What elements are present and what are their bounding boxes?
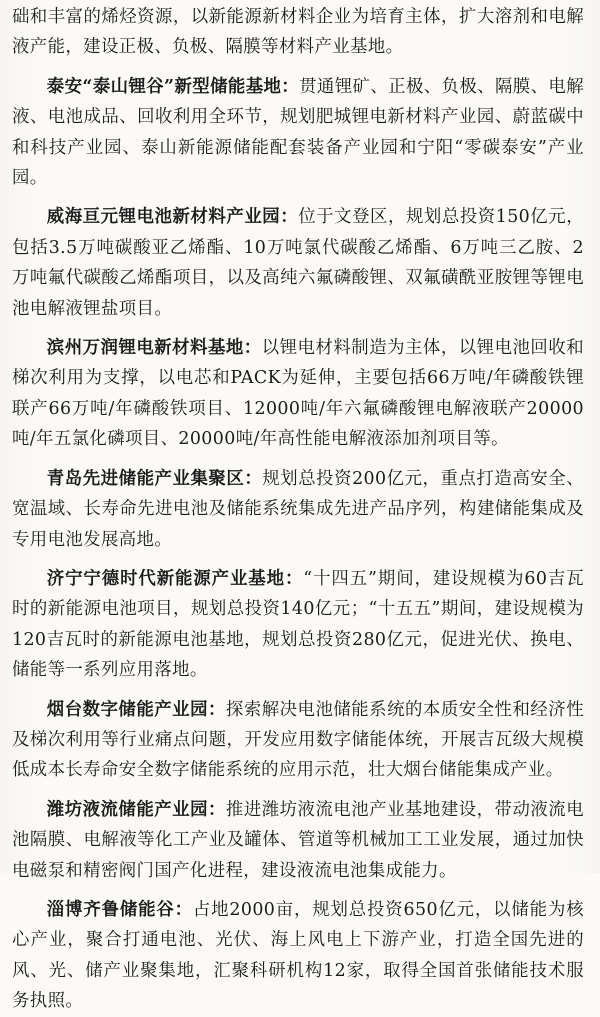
entry-title: 威海亘元锂电池新材料产业园： <box>46 207 299 228</box>
entry-body: “十四五”期间，建设规模为60吉瓦时的新能源电池项目，规划总投资140亿元；“十五五”期间，建设规模为120吉瓦时的新能源电池基地，规划总投资280亿元，促进光伏、换电、储能等一系列应用落地。 <box>12 568 584 681</box>
entry-body: 以锂电材料制造为主体，以锂电池回收和梯次利用为支撑，以电芯和PACK为延伸，主要包括66万吨/年磷酸铁锂联产66万吨/年磷酸铁项目、12000吨/年六氟磷酸锂电解液联产20000吨/年五氯化磷项目、20000吨/年高性能电解液添加剂项目等。 <box>12 338 585 450</box>
entry-title: 青岛先进储能产业集聚区： <box>46 468 263 489</box>
entry-body: 探索解决电池储能系统的本质安全性和经济性及梯次利用等行业痛点问题，开发应用数字储能体统，开展吉瓦级大规模低成本长寿命安全数字储能系统的应用示范，壮大烟台储能集成产业。 <box>12 699 584 781</box>
paragraph-gap <box>12 193 584 202</box>
entry-body: 推进潍坊液流电池产业基地建设，带动液流电池隔膜、电解液等化工产业及罐体、管道等机械加工工业发展，通过加快电磁泵和精密阀门国产化进程，建设液流电池集成能力。 <box>12 799 584 881</box>
paragraph-gap <box>12 886 584 895</box>
paragraph-zibo <box>12 895 584 1017</box>
paragraph-gap <box>12 63 584 72</box>
paragraph-weihai <box>12 202 584 324</box>
entry-title: 烟台数字储能产业园： <box>46 699 226 720</box>
entry-title: 泰安“泰山锂谷”新型储能基地： <box>46 76 300 97</box>
paragraph-weifang <box>12 795 584 886</box>
entry-title: 济宁宁德时代新能源产业基地： <box>46 568 304 589</box>
paragraph-gap <box>12 786 584 795</box>
entry-body: 位于文登区，规划总投资150亿元，包括3.5万吨碳酸亚乙烯酯、10万吨氯代碳酸乙烯酯、6万吨三乙胺、2万吨氟代碳酸乙烯酯项目，以及高纯六氟磷酸锂、双氟磺酰亚胺锂等锂电池电解液锂盐项目。 <box>12 207 584 319</box>
paragraph-continued <box>12 2 584 63</box>
paragraph-taian <box>12 72 584 194</box>
entry-body: 规划总投资200亿元，重点打造高安全、宽温域、长寿命先进电池及储能系统集成先进产品序列，构建储能集成及专用电池发展高地。 <box>12 468 584 550</box>
paragraph-yantai <box>12 695 584 786</box>
paragraph-gap <box>12 555 584 564</box>
paragraph-gap <box>12 324 584 333</box>
paragraph-gap <box>12 686 584 695</box>
entry-title: 淄博齐鲁储能谷： <box>46 899 193 920</box>
paragraph-binzhou <box>12 333 584 455</box>
entry-title: 潍坊液流储能产业园： <box>46 799 226 820</box>
paragraph-gap <box>12 455 584 464</box>
entry-title: 滨州万润锂电新材料基地： <box>46 338 262 359</box>
entry-body: 贯通锂矿、正极、负极、隔膜、电解液、电池成品、回收利用全环节，规划肥城锂电新材料产业园、蔚蓝碳中和科技产业园、泰山新能源储能配套装备产业园和宁阳“零碳泰安”产业园。 <box>12 76 584 189</box>
paragraph-body: 础和丰富的烯烃资源，以新能源新材料企业为培育主体，扩大溶剂和电解液产能，建设正极、负极、隔膜等材料产业基地。 <box>12 7 584 58</box>
paragraph-jining <box>12 564 584 686</box>
entry-body: 占地2000亩，规划总投资650亿元，以储能为核心产业，聚合打通电池、光伏、海上风电上下游产业，打造全国先进的风、光、储产业聚集地，汇聚科研机构12家，取得全国首张储能技术服务执照。 <box>12 899 584 1012</box>
paragraph-qingdao <box>12 464 584 555</box>
